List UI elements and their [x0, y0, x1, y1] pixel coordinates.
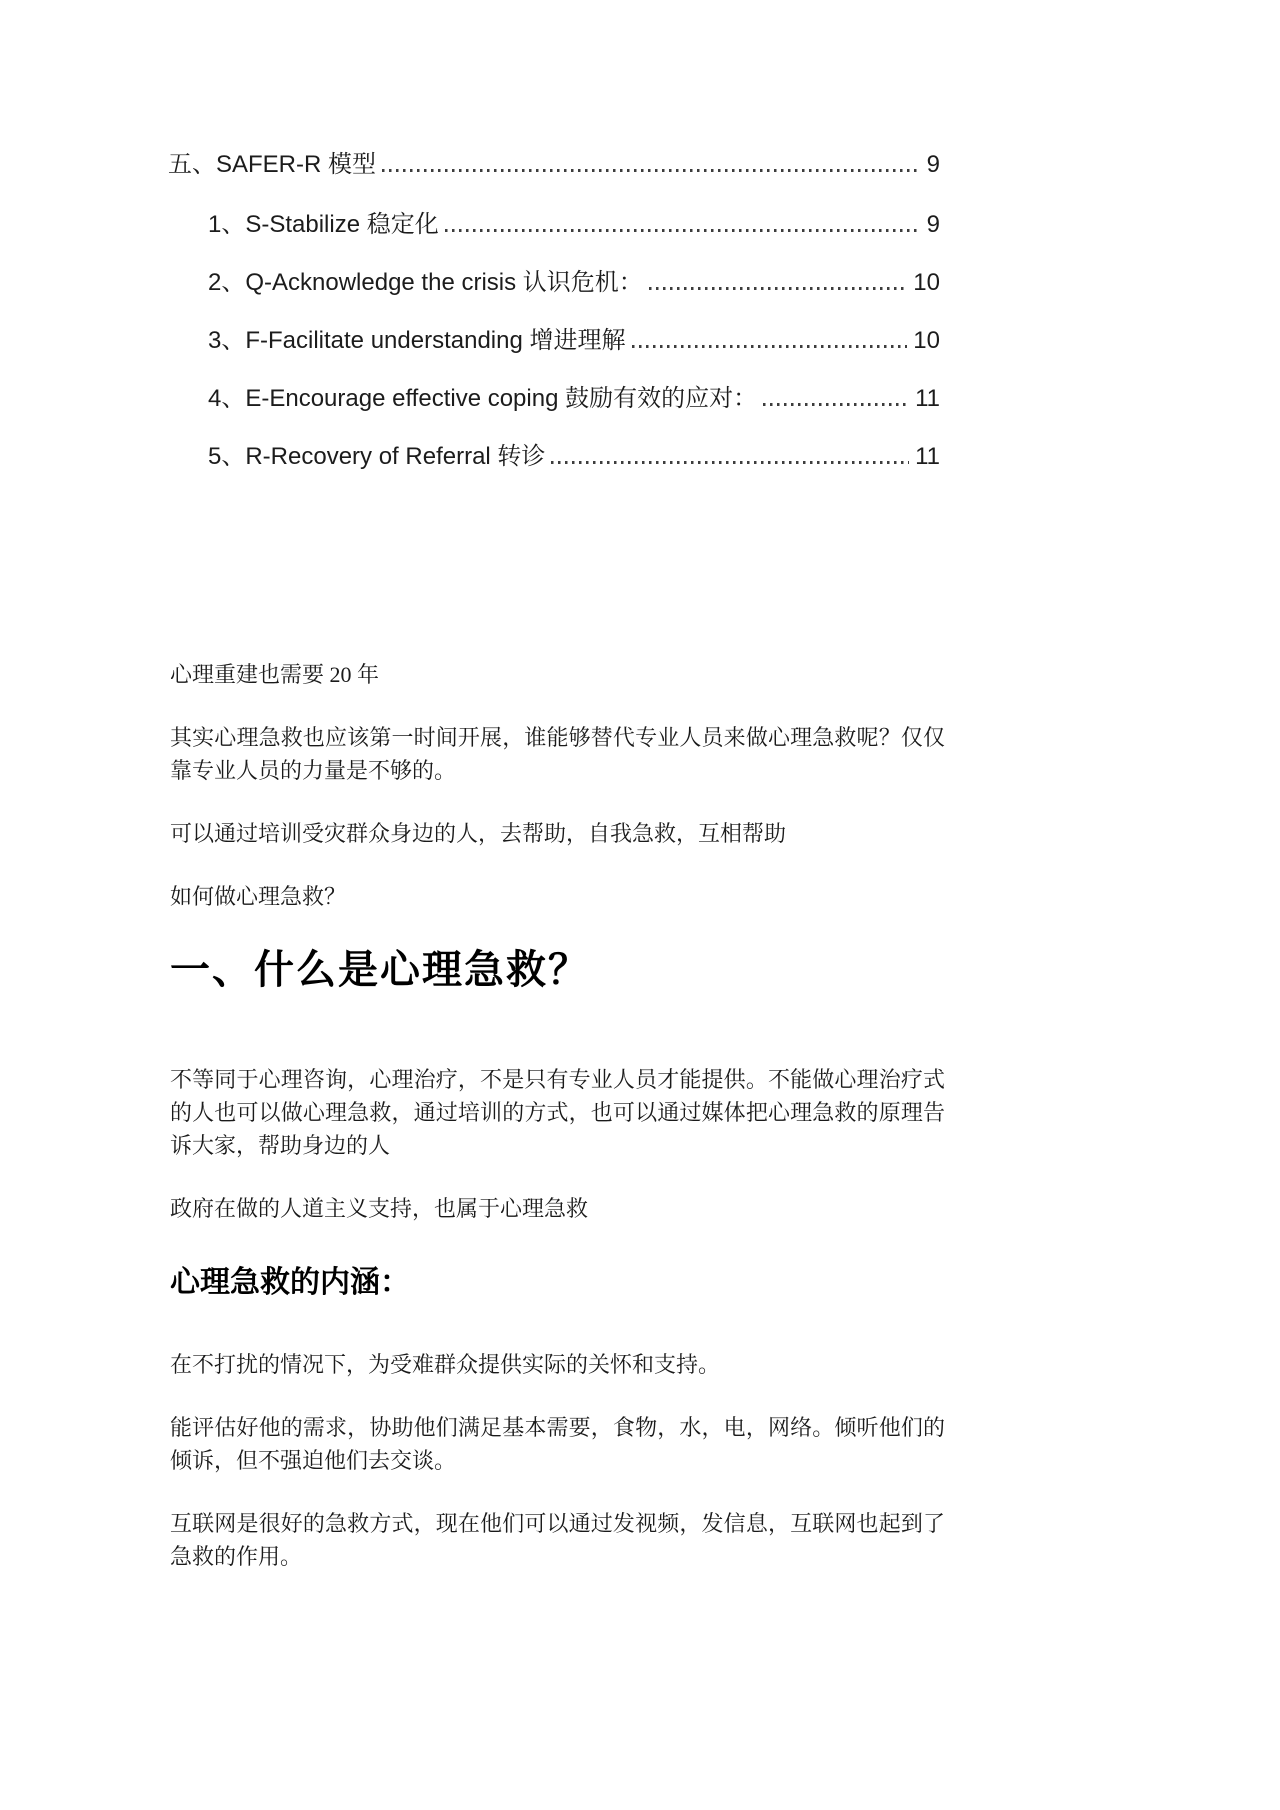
paragraph-government-support: 政府在做的人道主义支持，也属于心理急救 [170, 1196, 589, 1221]
toc-entry-label: 五、SAFER-R 模型 [168, 151, 377, 178]
toc-entry-facilitate-understanding[interactable] [168, 326, 940, 356]
dotted-leader [445, 229, 921, 232]
dotted-leader [551, 461, 909, 464]
dotted-leader [632, 345, 908, 348]
paragraph-how-to-question: 如何做心理急救？ [170, 884, 347, 909]
paragraph-care-and-support: 在不打扰的情况下，为受难群众提供实际的关怀和支持。 [170, 1352, 721, 1377]
toc-entry-label: 1、S-Stabilize 稳定化 [208, 211, 439, 238]
paragraph-assess-needs: 能评估好他的需求，协助他们满足基本需要，食物，水，电，网络。倾听他们的倾诉，但不强迫他们去交谈。 [170, 1415, 945, 1473]
paragraph-training-helpers: 可以通过培训受灾群众身边的人，去帮助，自我急救，互相帮助 [170, 821, 787, 846]
paragraph-rebuild-20-years: 心理重建也需要 20 年 [170, 662, 380, 687]
table-of-contents [168, 0, 940, 472]
toc-entry-label: 4、E-Encourage effective coping 鼓励有效的应对： [208, 385, 758, 412]
toc-entry-safer-r-model[interactable] [168, 150, 940, 180]
toc-entry-encourage-coping[interactable] [168, 384, 940, 414]
toc-entry-recovery-referral[interactable] [168, 442, 940, 472]
toc-page-number: 11 [915, 385, 940, 412]
toc-entry-label: 5、R-Recovery of Referral 转诊 [208, 443, 546, 470]
paragraph-first-aid-timing: 其实心理急救也应该第一时间开展，谁能够替代专业人员来做心理急救呢？仅仅靠专业人员的力量是不够的。 [170, 725, 945, 783]
toc-entry-stabilize[interactable] [168, 210, 940, 240]
toc-page-number: 11 [915, 443, 940, 470]
paragraph-internet-first-aid: 互联网是很好的急救方式，现在他们可以通过发视频，发信息，互联网也起到了急救的作用。 [170, 1511, 945, 1569]
toc-page-number: 9 [926, 211, 940, 238]
toc-page-number: 10 [913, 327, 940, 354]
dotted-leader [763, 403, 909, 406]
subsection-heading-connotation: 心理急救的内涵： [170, 1266, 410, 1299]
toc-page-number: 10 [913, 269, 940, 296]
toc-page-number: 9 [926, 151, 940, 178]
dotted-leader [382, 169, 921, 172]
toc-entry-acknowledge-crisis[interactable] [168, 268, 940, 298]
document-body [170, 658, 945, 1573]
section-heading-what-is-psychological-first-aid: 一、什么是心理急救？ [170, 948, 590, 992]
toc-entry-label: 3、F-Facilitate understanding 增进理解 [208, 327, 626, 354]
toc-entry-label: 2、Q-Acknowledge the crisis 认识危机： [208, 269, 643, 296]
paragraph-not-counseling: 不等同于心理咨询，心理治疗，不是只有专业人员才能提供。不能做心理治疗式的人也可以做心理急救，通过培训的方式，也可以通过媒体把心理急救的原理告诉大家，帮助身边的人 [170, 1067, 945, 1158]
dotted-leader [649, 287, 908, 290]
